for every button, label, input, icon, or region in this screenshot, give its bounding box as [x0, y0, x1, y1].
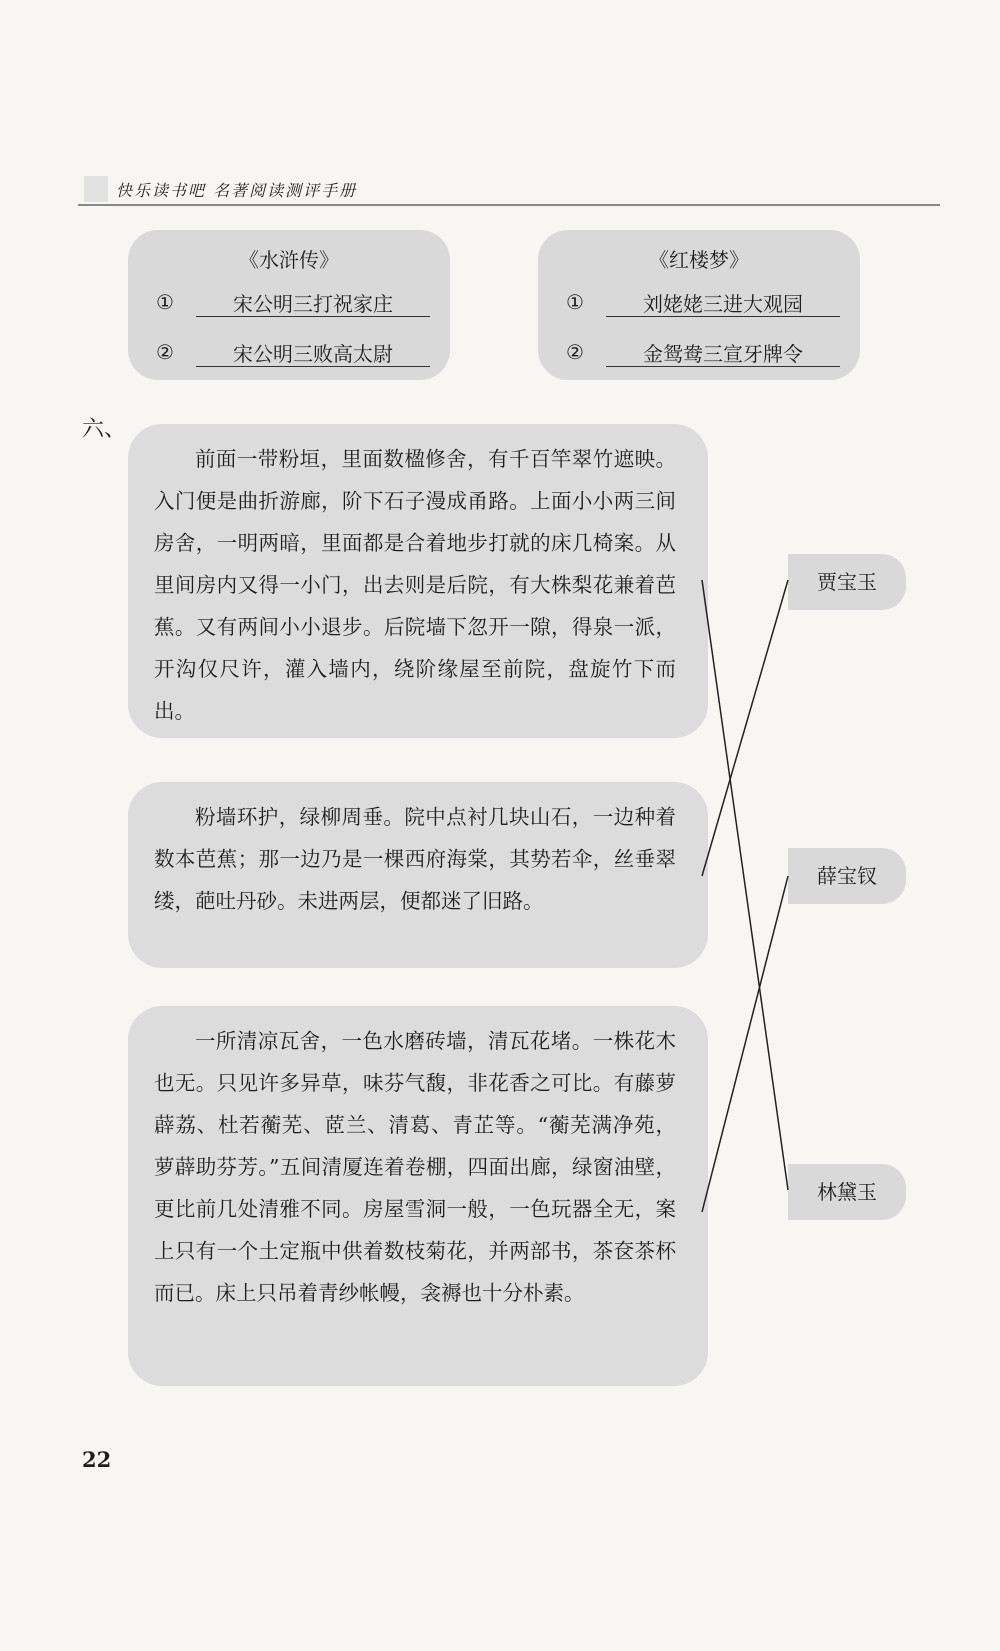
passage-1 — [128, 424, 708, 738]
passage-2 — [128, 782, 708, 968]
book-card-shuihu — [128, 230, 450, 380]
answer-row — [558, 334, 840, 370]
answer-line: 宋公明三打祝家庄 — [196, 288, 430, 317]
header-title: 快乐读书吧 名著阅读测评手册 — [116, 181, 358, 200]
answer-row — [558, 284, 840, 320]
page-header — [78, 176, 940, 206]
answer-line: 金鸳鸯三宣牙牌令 — [606, 338, 840, 367]
answer-line: 宋公明三败高太尉 — [196, 338, 430, 367]
answer-row — [148, 284, 430, 320]
section-number: 六、 — [82, 417, 127, 442]
answer-row — [148, 334, 430, 370]
header-square-icon — [84, 176, 108, 202]
name-box-lindaiyu: 林黛玉 — [788, 1164, 906, 1220]
answer-line: 刘姥姥三进大观园 — [606, 288, 840, 317]
match-line — [702, 580, 788, 876]
passage-3 — [128, 1006, 708, 1386]
page-number: 22 — [82, 1447, 112, 1472]
header-rule — [78, 204, 940, 206]
passage-text: 前面一带粉垣，里面数楹修舍，有千百竿翠竹遮映。入门便是曲折游廊，阶下石子漫成甬路。上面小小两三间房舍，一明两暗，里面都是合着地步打就的床几椅案。从里间房内又得一小门，出去则是后院，有大株梨花兼着芭蕉。又有两间小小退步。后院墙下忽开一隙，得泉一派，开沟仅尺许，灌入墙内，绕阶缘屋至前院，盘旋竹下而出。 — [154, 447, 676, 723]
item-number: ① — [156, 290, 174, 314]
match-line — [702, 580, 788, 1190]
item-number: ② — [566, 340, 584, 364]
book-title: 《红楼梦》 — [649, 248, 749, 272]
item-number: ② — [156, 340, 174, 364]
name-box-jiabaoyu: 贾宝玉 — [788, 554, 906, 610]
match-line — [702, 876, 788, 1212]
passage-text: 一所清凉瓦舍，一色水磨砖墙，清瓦花堵。一株花木也无。只见许多异草，味芬气馥，非花香之可比。有藤萝薜荔、杜若蘅芜、茝兰、清葛、青芷等。“蘅芜满净苑，萝薜助芬芳。”五间清厦连着卷棚，四面出廊，绿窗油壁，更比前几处清雅不同。房屋雪洞一般，一色玩器全无，案上只有一个土定瓶中供着数枝菊花，并两部书，茶奁茶杯而已。床上只吊着青纱帐幔，衾褥也十分朴素。 — [154, 1029, 676, 1305]
name-box-xuebaochai: 薛宝钗 — [788, 848, 906, 904]
item-number: ① — [566, 290, 584, 314]
book-card-hongloumeng — [538, 230, 860, 380]
passage-text: 粉墙环护，绿柳周垂。院中点衬几块山石，一边种着数本芭蕉；那一边乃是一棵西府海棠，其势若伞，丝垂翠缕，葩吐丹砂。未进两层，便都迷了旧路。 — [154, 805, 676, 913]
book-title: 《水浒传》 — [239, 248, 339, 272]
